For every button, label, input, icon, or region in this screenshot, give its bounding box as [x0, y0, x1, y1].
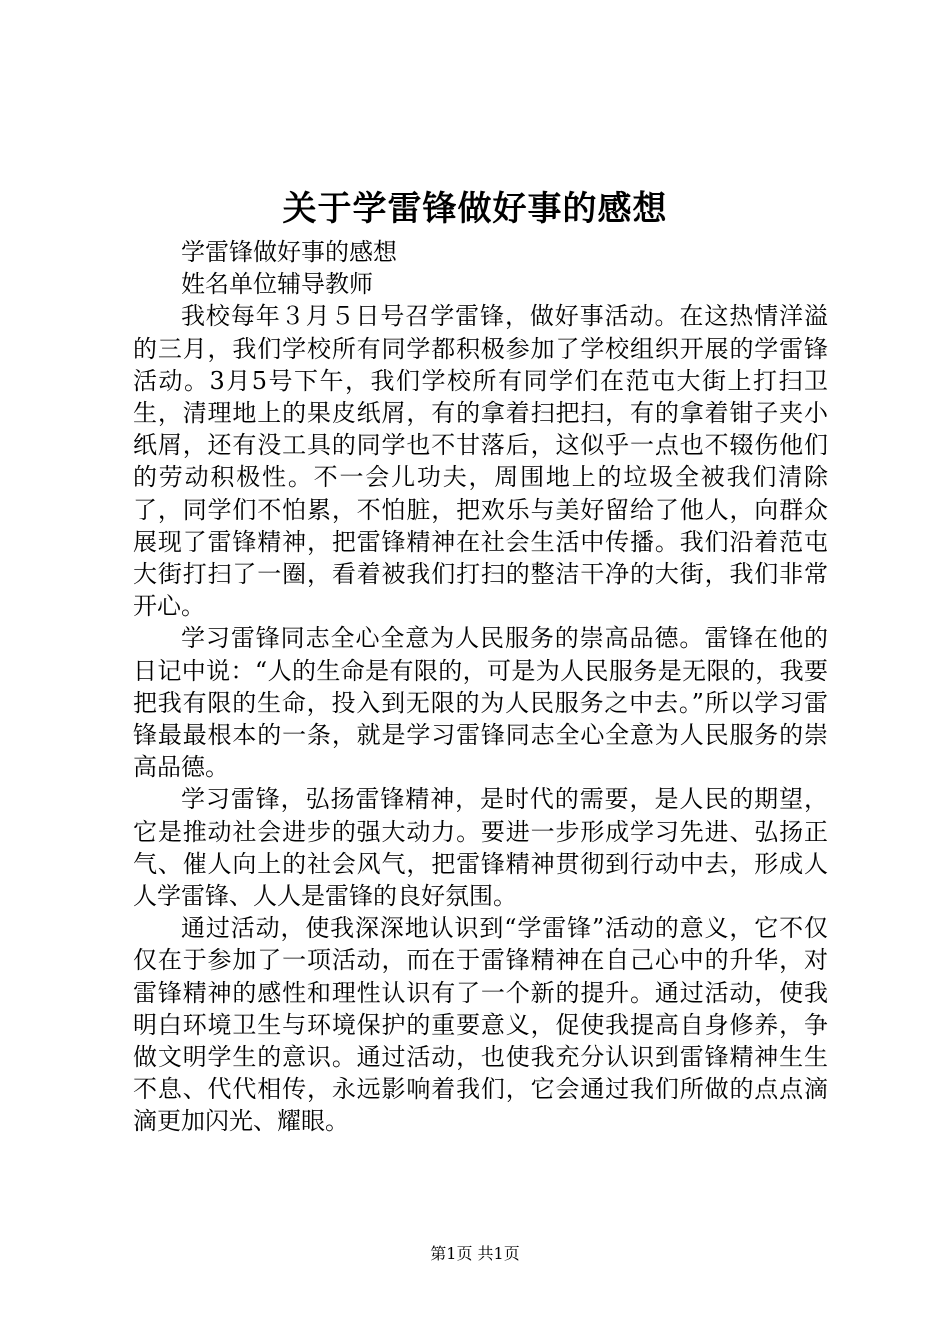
author-line: 姓名单位辅导教师 [181, 270, 373, 299]
document-title: 关于学雷锋做好事的感想 [282, 189, 668, 229]
body-paragraph: 学习雷锋同志全心全意为人民服务的崇高品德。雷锋在他的日记中说：“人的生命是有限的，可是为人民服务是无限的，我要把我有限的生命，投入到无限的为人民服务之中去。”所以学习雷锋最最根本的一条，就是学习雷锋同志全心全意为人民服务的崇高品德。 [133, 624, 828, 782]
body-paragraph: 我校每年３月５日号召学雷锋，做好事活动。在这热情洋溢的三月，我们学校所有同学都积极参加了学校组织开展的学雷锋活动。3月5号下午，我们学校所有同学们在范屯大街上打扫卫生，清理地上的果皮纸屑，有的拿着扫把扫，有的拿着钳子夹小纸屑，还有没工具的同学也不甘落后，这似乎一点也不辍伤他们的劳动积极性。不一会儿功夫，周围地上的垃圾全被我们清除了，同学们不怕累，不怕脏，把欢乐与美好留给了他人，向群众展现了雷锋精神，把雷锋精神在社会生活中传播。我们沿着范屯大街打扫了一圈，看着被我们打扫的整洁干净的大街，我们非常开心。 [133, 302, 828, 621]
body-paragraph: 学习雷锋，弘扬雷锋精神，是时代的需要，是人民的期望，它是推动社会进步的强大动力。要进一步形成学习先进、弘扬正气、催人向上的社会风气，把雷锋精神贯彻到行动中去，形成人人学雷锋、人人是雷锋的良好氛围。 [133, 785, 828, 911]
body-paragraph: 通过活动，使我深深地认识到“学雷锋”活动的意义，它不仅仅在于参加了一项活动，而在于雷锋精神在自己心中的升华，对雷锋精神的感性和理性认识有了一个新的提升。通过活动，使我明白环境卫生与环境保护的重要意义，促使我提高自身修养，争做文明学生的意识。通过活动，也使我充分认识到雷锋精神生生不息、代代相传，永远影响着我们，它会通过我们所做的点点滴滴更加闪光、耀眼。 [133, 914, 828, 1136]
subtitle-paragraph: 学雷锋做好事的感想 [181, 238, 397, 266]
page-footer: 第1页 共1页 [430, 1244, 520, 1263]
document-body [133, 236, 828, 1138]
